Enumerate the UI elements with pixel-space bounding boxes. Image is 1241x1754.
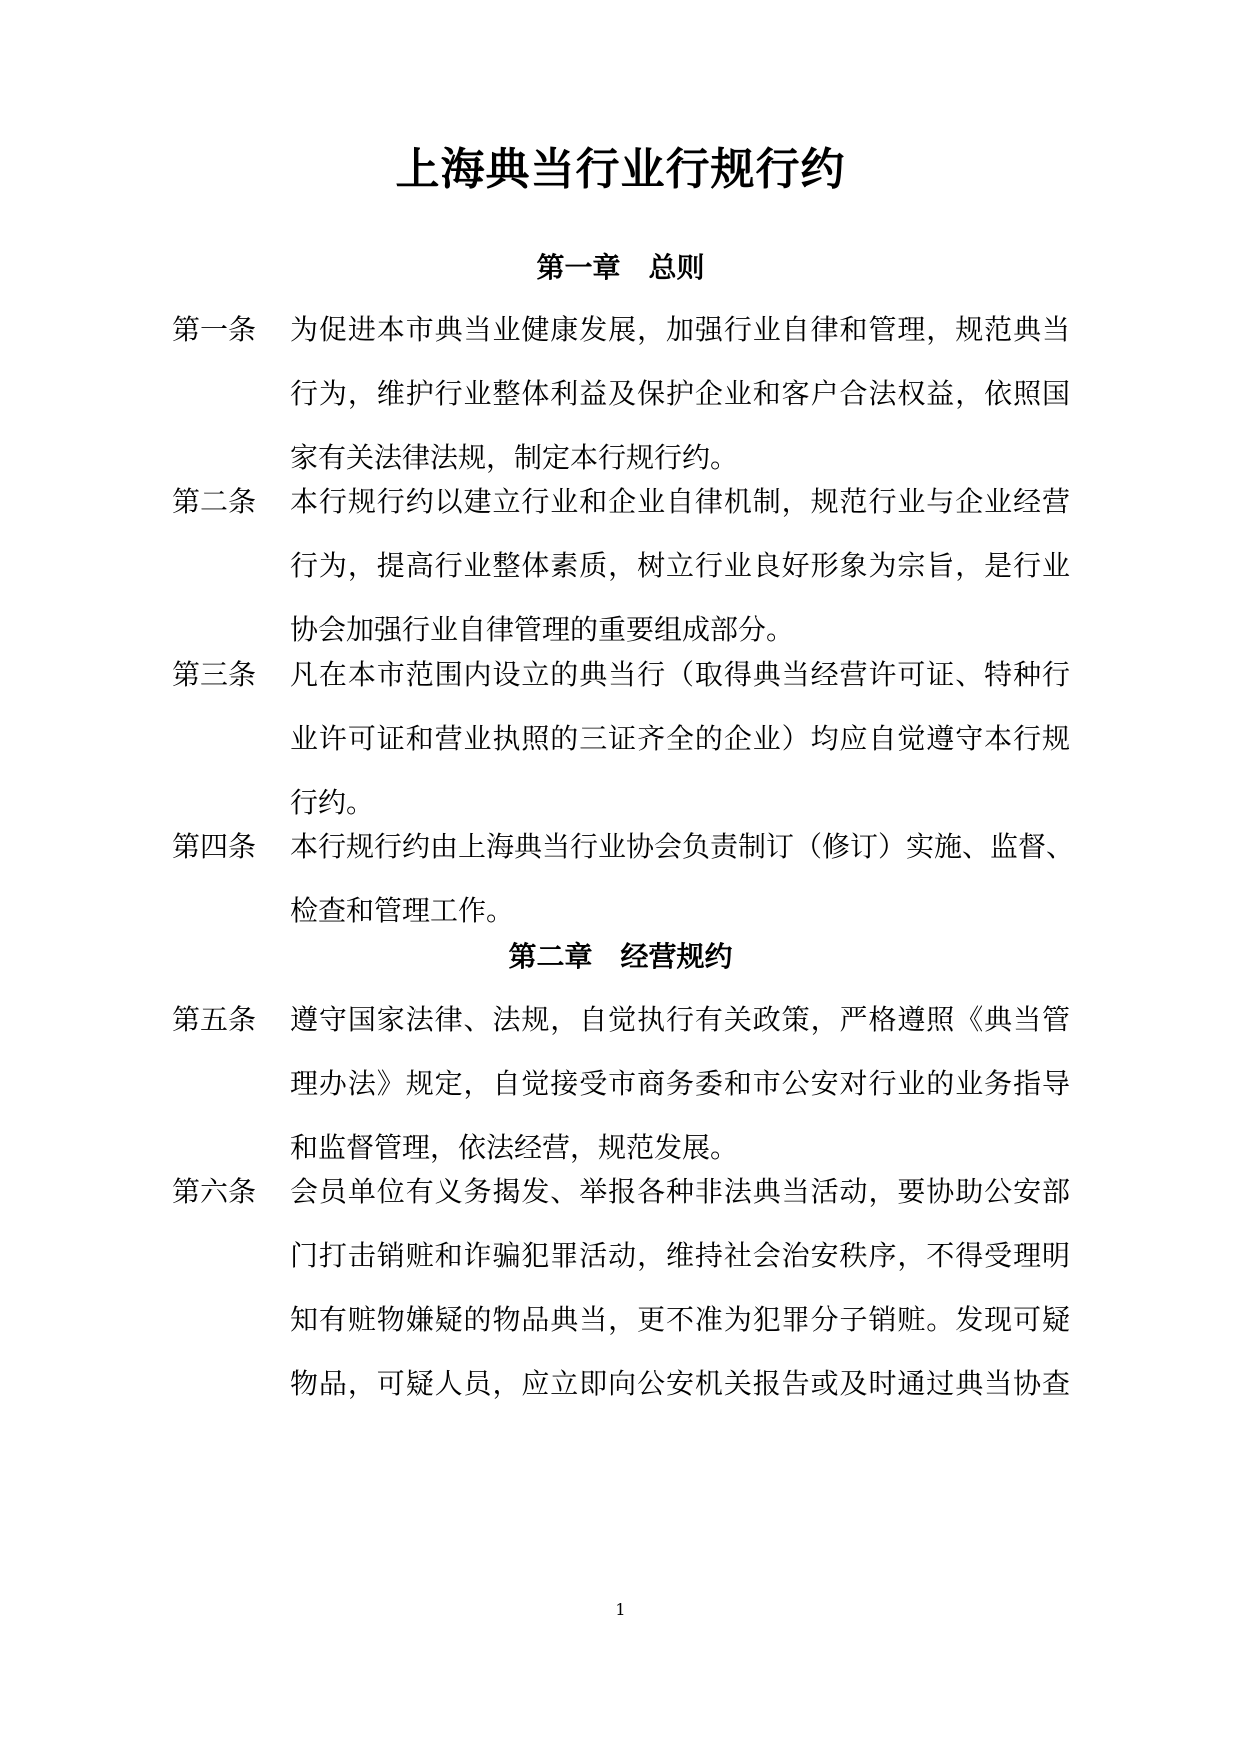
article-line: 为促进本市典当业健康发展，加强行业自律和管理，规范典当 — [290, 313, 1070, 346]
article-line: 和监督管理，依法经营，规范发展。 — [290, 1131, 739, 1164]
article-label: 第一条 — [172, 313, 257, 346]
article-line: 行约。 — [290, 786, 375, 819]
page-number: 1 — [615, 1600, 626, 1619]
article-line: 检查和管理工作。 — [290, 894, 515, 927]
article-line: 遵守国家法律、法规，自觉执行有关政策，严格遵照《典当管 — [290, 1003, 1070, 1036]
chapter-heading-1: 第一章 总则 — [536, 251, 705, 284]
article-body — [290, 298, 1070, 490]
article-line: 行为，维护行业整体利益及保护企业和客户合法权益，依照国 — [290, 377, 1070, 410]
article-line: 凡在本市范围内设立的典当行（取得典当经营许可证、特种行 — [290, 658, 1070, 691]
chapter-heading-2: 第二章 经营规约 — [508, 940, 733, 973]
article-line: 行为，提高行业整体素质，树立行业良好形象为宗旨，是行业 — [290, 549, 1070, 582]
article-line: 业许可证和营业执照的三证齐全的企业）均应自觉遵守本行规 — [290, 722, 1070, 755]
article-line: 理办法》规定，自觉接受市商务委和市公安对行业的业务指导 — [290, 1067, 1070, 1100]
article-label: 第六条 — [172, 1175, 257, 1208]
article-label: 第四条 — [172, 830, 257, 863]
article-body — [290, 643, 1070, 835]
article-label: 第五条 — [172, 1003, 257, 1036]
article-line: 门打击销赃和诈骗犯罪活动，维持社会治安秩序，不得受理明 — [290, 1239, 1070, 1272]
document-title: 上海典当行业行规行约 — [395, 144, 846, 195]
article-line: 本行规行约以建立行业和企业自律机制，规范行业与企业经营 — [290, 485, 1070, 518]
article-label: 第三条 — [172, 658, 257, 691]
article-line: 会员单位有义务揭发、举报各种非法典当活动，要协助公安部 — [290, 1175, 1070, 1208]
article-body — [290, 470, 1070, 662]
article-line: 知有赃物嫌疑的物品典当，更不准为犯罪分子销赃。发现可疑 — [290, 1303, 1070, 1336]
article-line: 本行规行约由上海典当行业协会负责制订（修订）实施、监督、 — [290, 830, 1075, 863]
article-line: 物品，可疑人员，应立即向公安机关报告或及时通过典当协查 — [290, 1367, 1070, 1400]
article-line: 家有关法律法规，制定本行规行约。 — [290, 441, 739, 474]
article-body — [290, 1160, 1070, 1416]
article-line: 协会加强行业自律管理的重要组成部分。 — [290, 613, 795, 646]
article-body — [290, 988, 1070, 1180]
article-body — [290, 815, 1075, 943]
article-label: 第二条 — [172, 485, 257, 518]
